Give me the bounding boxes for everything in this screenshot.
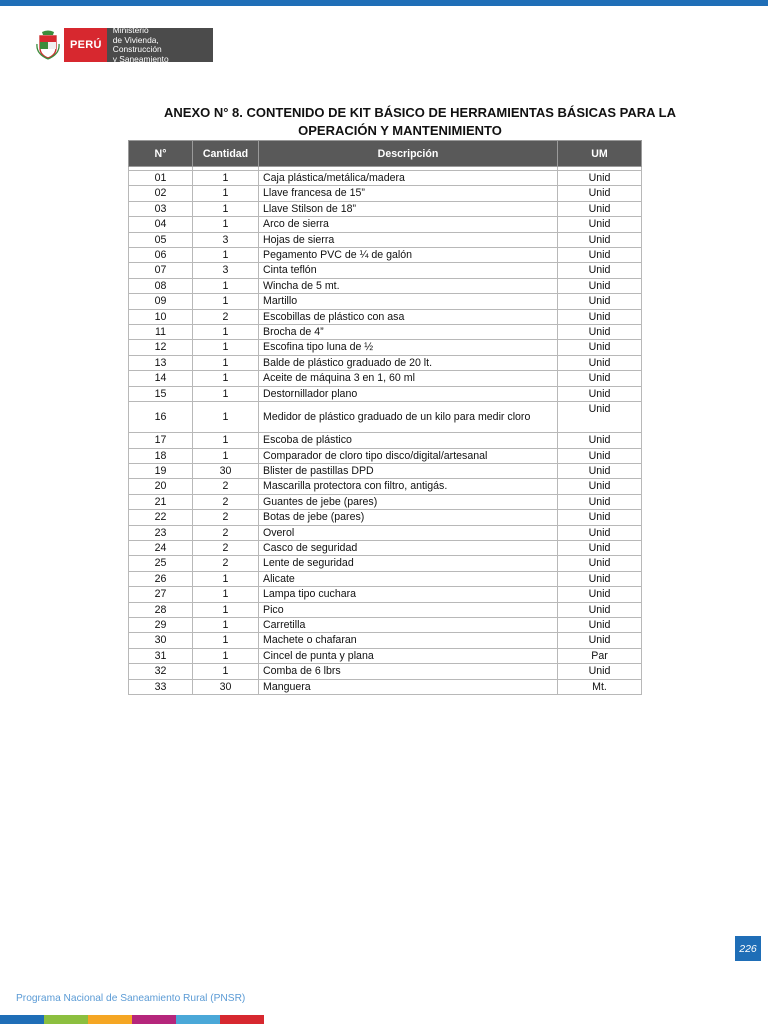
- cell-description: Cinta teflón: [259, 263, 558, 278]
- table-row: [129, 494, 642, 509]
- cell-quantity: 2: [193, 525, 259, 540]
- cell-quantity: 2: [193, 494, 259, 509]
- table-body: [129, 167, 642, 695]
- annex-title: [128, 104, 712, 140]
- table-row: [129, 278, 642, 293]
- cell-description: Blister de pastillas DPD: [259, 463, 558, 478]
- footer-stripe-segment: [0, 1015, 44, 1024]
- cell-unit: Unid: [558, 278, 642, 293]
- cell-description: Pico: [259, 602, 558, 617]
- cell-number: 10: [129, 309, 193, 324]
- cell-description: Caja plástica/metálica/madera: [259, 171, 558, 186]
- footer-stripe-segment: [176, 1015, 220, 1024]
- cell-unit: Unid: [558, 309, 642, 324]
- cell-quantity: 2: [193, 510, 259, 525]
- table-row: [129, 386, 642, 401]
- column-header-unit: UM: [558, 141, 642, 167]
- cell-unit: Unid: [558, 232, 642, 247]
- cell-quantity: 1: [193, 587, 259, 602]
- cell-description: Machete o chafaran: [259, 633, 558, 648]
- cell-unit: Unid: [558, 540, 642, 555]
- cell-number: 24: [129, 540, 193, 555]
- coat-of-arms-icon: [34, 28, 62, 62]
- cell-number: 33: [129, 679, 193, 694]
- cell-number: 06: [129, 248, 193, 263]
- cell-unit: Unid: [558, 386, 642, 401]
- logo-country: PERÚ: [62, 28, 107, 62]
- cell-number: 27: [129, 587, 193, 602]
- table-row: [129, 679, 642, 694]
- table-row: [129, 525, 642, 540]
- cell-number: 15: [129, 386, 193, 401]
- column-header-quantity: Cantidad: [193, 141, 259, 167]
- cell-number: 01: [129, 171, 193, 186]
- cell-number: 12: [129, 340, 193, 355]
- cell-number: 32: [129, 664, 193, 679]
- cell-description: Botas de jebe (pares): [259, 510, 558, 525]
- table-header-row: [129, 141, 642, 167]
- cell-unit: Par: [558, 648, 642, 663]
- table-row: [129, 556, 642, 571]
- cell-quantity: 2: [193, 556, 259, 571]
- cell-number: 03: [129, 201, 193, 216]
- cell-number: 02: [129, 186, 193, 201]
- cell-quantity: 30: [193, 463, 259, 478]
- cell-number: 17: [129, 433, 193, 448]
- cell-unit: Unid: [558, 664, 642, 679]
- cell-number: 22: [129, 510, 193, 525]
- cell-number: 16: [129, 402, 193, 433]
- cell-quantity: 1: [193, 617, 259, 632]
- cell-number: 23: [129, 525, 193, 540]
- footer-stripe-segment: [132, 1015, 176, 1024]
- cell-description: Comparador de cloro tipo disco/digital/artesanal: [259, 448, 558, 463]
- cell-quantity: 1: [193, 294, 259, 309]
- table-row: [129, 587, 642, 602]
- cell-unit: Unid: [558, 525, 642, 540]
- cell-description: Pegamento PVC de ¼ de galón: [259, 248, 558, 263]
- cell-number: 28: [129, 602, 193, 617]
- cell-number: 11: [129, 325, 193, 340]
- cell-number: 26: [129, 571, 193, 586]
- footer-stripe-segment: [44, 1015, 88, 1024]
- cell-description: Mascarilla protectora con filtro, antigás.: [259, 479, 558, 494]
- cell-unit: Unid: [558, 201, 642, 216]
- cell-description: Alicate: [259, 571, 558, 586]
- top-accent-bar: [0, 0, 768, 6]
- cell-quantity: 1: [193, 371, 259, 386]
- cell-description: Guantes de jebe (pares): [259, 494, 558, 509]
- cell-quantity: 1: [193, 433, 259, 448]
- cell-unit: Unid: [558, 633, 642, 648]
- table-row: [129, 263, 642, 278]
- cell-quantity: 1: [193, 571, 259, 586]
- cell-unit: Unid: [558, 463, 642, 478]
- cell-number: 09: [129, 294, 193, 309]
- cell-description: Cincel de punta y plana: [259, 648, 558, 663]
- table-row: [129, 294, 642, 309]
- cell-quantity: 1: [193, 340, 259, 355]
- cell-number: 31: [129, 648, 193, 663]
- ministry-logo: [34, 25, 213, 64]
- table-row: [129, 617, 642, 632]
- table-row: [129, 232, 642, 247]
- cell-number: 04: [129, 217, 193, 232]
- cell-quantity: 1: [193, 664, 259, 679]
- cell-unit: Unid: [558, 571, 642, 586]
- cell-unit: Mt.: [558, 679, 642, 694]
- cell-number: 05: [129, 232, 193, 247]
- cell-unit: Unid: [558, 171, 642, 186]
- table-row: [129, 171, 642, 186]
- cell-unit: Unid: [558, 494, 642, 509]
- table-row: [129, 602, 642, 617]
- table-row: [129, 648, 642, 663]
- page-number: 226: [735, 936, 761, 961]
- cell-unit: Unid: [558, 510, 642, 525]
- cell-quantity: 1: [193, 402, 259, 433]
- table-row: [129, 325, 642, 340]
- cell-unit: Unid: [558, 340, 642, 355]
- cell-quantity: 30: [193, 679, 259, 694]
- cell-description: Llave Stilson de 18”: [259, 201, 558, 216]
- cell-description: Martillo: [259, 294, 558, 309]
- table-row: [129, 371, 642, 386]
- annex-title-line1: ANEXO N° 8. CONTENIDO DE KIT BÁSICO DE HERRAMIENTAS BÁSICAS PARA LA: [164, 105, 676, 120]
- cell-unit: Unid: [558, 294, 642, 309]
- table-row: [129, 309, 642, 324]
- table-row: [129, 248, 642, 263]
- cell-description: Destornillador plano: [259, 386, 558, 401]
- cell-description: Aceite de máquina 3 en 1, 60 ml: [259, 371, 558, 386]
- cell-description: Lampa tipo cuchara: [259, 587, 558, 602]
- cell-description: Lente de seguridad: [259, 556, 558, 571]
- cell-unit: Unid: [558, 556, 642, 571]
- table-row: [129, 433, 642, 448]
- cell-unit: Unid: [558, 325, 642, 340]
- cell-number: 14: [129, 371, 193, 386]
- cell-unit: Unid: [558, 587, 642, 602]
- cell-quantity: 1: [193, 355, 259, 370]
- footer-stripe-segment: [88, 1015, 132, 1024]
- cell-number: 30: [129, 633, 193, 648]
- cell-description: Escoba de plástico: [259, 433, 558, 448]
- cell-number: 25: [129, 556, 193, 571]
- footer-stripe-segment: [220, 1015, 264, 1024]
- cell-description: Balde de plástico graduado de 20 lt.: [259, 355, 558, 370]
- cell-unit: Unid: [558, 602, 642, 617]
- cell-quantity: 1: [193, 278, 259, 293]
- cell-description: Manguera: [259, 679, 558, 694]
- table-row: [129, 510, 642, 525]
- cell-quantity: 1: [193, 633, 259, 648]
- cell-description: Escofina tipo luna de ½: [259, 340, 558, 355]
- cell-unit: Unid: [558, 433, 642, 448]
- column-header-number: N°: [129, 141, 193, 167]
- logo-ministry-line: de Vivienda, Construcción: [112, 34, 162, 54]
- cell-number: 18: [129, 448, 193, 463]
- table-row: [129, 633, 642, 648]
- cell-quantity: 1: [193, 386, 259, 401]
- cell-unit: Unid: [558, 263, 642, 278]
- cell-unit: Unid: [558, 371, 642, 386]
- table-row: [129, 186, 642, 201]
- cell-quantity: 1: [193, 602, 259, 617]
- cell-unit: Unid: [558, 248, 642, 263]
- cell-unit: Unid: [558, 217, 642, 232]
- cell-unit: Unid: [558, 186, 642, 201]
- cell-description: Llave francesa de 15”: [259, 186, 558, 201]
- cell-number: 08: [129, 278, 193, 293]
- cell-quantity: 1: [193, 648, 259, 663]
- cell-description: Casco de seguridad: [259, 540, 558, 555]
- cell-unit: Unid: [558, 448, 642, 463]
- cell-description: Brocha de 4”: [259, 325, 558, 340]
- footer-color-stripe: [0, 1015, 264, 1024]
- cell-quantity: 1: [193, 448, 259, 463]
- table-row: [129, 664, 642, 679]
- logo-ministry-line: y Saneamiento: [112, 53, 169, 64]
- logo-ministry-line: Ministerio: [112, 25, 149, 35]
- cell-quantity: 1: [193, 201, 259, 216]
- cell-quantity: 1: [193, 171, 259, 186]
- cell-number: 29: [129, 617, 193, 632]
- column-header-description: Descripción: [259, 141, 558, 167]
- cell-description: Arco de sierra: [259, 217, 558, 232]
- cell-quantity: 2: [193, 540, 259, 555]
- tool-kit-table: [128, 140, 642, 695]
- cell-number: 07: [129, 263, 193, 278]
- cell-description: Wincha de 5 mt.: [259, 278, 558, 293]
- logo-ministry-name: [107, 25, 213, 64]
- table-row: [129, 355, 642, 370]
- cell-quantity: 1: [193, 217, 259, 232]
- cell-quantity: 3: [193, 263, 259, 278]
- footer-program-name: Programa Nacional de Saneamiento Rural (PNSR): [16, 993, 246, 1004]
- cell-quantity: 2: [193, 309, 259, 324]
- cell-unit: Unid: [558, 355, 642, 370]
- cell-quantity: 3: [193, 232, 259, 247]
- table-row: [129, 571, 642, 586]
- cell-quantity: 1: [193, 186, 259, 201]
- table-row: [129, 340, 642, 355]
- table-row: [129, 217, 642, 232]
- cell-number: 13: [129, 355, 193, 370]
- table-row: [129, 448, 642, 463]
- cell-quantity: 2: [193, 479, 259, 494]
- table-row: [129, 540, 642, 555]
- table-row: [129, 463, 642, 478]
- cell-number: 21: [129, 494, 193, 509]
- cell-quantity: 1: [193, 325, 259, 340]
- cell-description: Overol: [259, 525, 558, 540]
- cell-unit: Unid: [558, 402, 642, 433]
- cell-description: Medidor de plástico graduado de un kilo para medir cloro: [259, 402, 558, 433]
- cell-description: Comba de 6 lbrs: [259, 664, 558, 679]
- table-row: [129, 402, 642, 433]
- table-row: [129, 479, 642, 494]
- cell-description: Carretilla: [259, 617, 558, 632]
- cell-description: Hojas de sierra: [259, 232, 558, 247]
- cell-unit: Unid: [558, 617, 642, 632]
- cell-description: Escobillas de plástico con asa: [259, 309, 558, 324]
- cell-quantity: 1: [193, 248, 259, 263]
- table-row: [129, 201, 642, 216]
- cell-unit: Unid: [558, 479, 642, 494]
- cell-number: 19: [129, 463, 193, 478]
- annex-title-line2: OPERACIÓN Y MANTENIMIENTO: [298, 123, 502, 138]
- cell-number: 20: [129, 479, 193, 494]
